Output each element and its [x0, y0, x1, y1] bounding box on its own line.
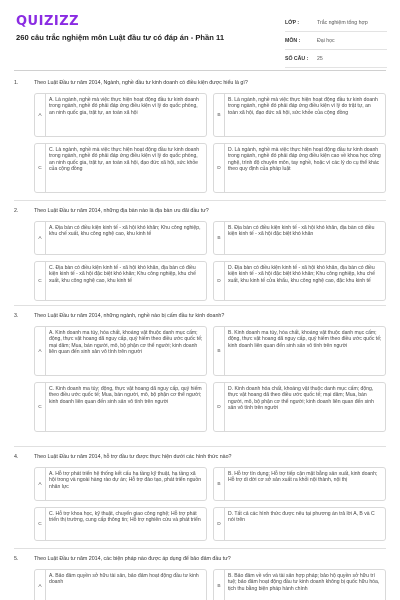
option-letter: B — [214, 94, 225, 136]
option-text: D. Tất cả các hình thức được nêu tại phương án trả lời A, B và C nói trên — [228, 511, 375, 524]
question-number: 4. — [14, 454, 19, 460]
header-divider — [14, 70, 386, 71]
option-text: B. Kinh doanh ma túy, hóa chất, khoáng vật thuộc danh mục cấm; động, thực vật hoang dã nguy cấp, quý hiếm theo điều ước quốc tế; kinh doanh liên quan đến sinh sản vô tính trên người — [228, 330, 382, 349]
option-a[interactable] — [34, 221, 207, 255]
meta-row-subject — [285, 32, 387, 50]
option-letter: A — [35, 222, 46, 254]
option-letter: C — [35, 262, 46, 300]
option-text: B. Bảo đảm về vốn và tài sản hợp pháp; bảo hộ quyền sở hữu trí tuệ; bảo đảm hoạt động đầu tư kinh doanh không bị quốc hữu hóa, tịch thu bằng biện pháp hành chính — [228, 573, 380, 592]
quizizz-logo: QUIZIZZ — [16, 14, 80, 29]
meta-value: 25 — [317, 55, 323, 62]
question-text: Theo Luật Đầu tư năm 2014, Ngành, nghề đầu tư kinh doanh có điều kiện được hiểu là gì? — [34, 80, 248, 86]
option-text: A. Bảo đảm quyền sở hữu tài sản, bảo đảm hoạt động đầu tư kinh doanh — [49, 573, 199, 586]
option-letter: B — [214, 327, 225, 375]
option-letter: A — [35, 570, 46, 600]
question-2 — [14, 208, 386, 301]
option-text: C. Là ngành, nghề mà việc thực hiện hoạt động đầu tư kinh doanh trong ngành, nghề đó phải đáp ứng điều kiện vì lý do quốc phòng, an ninh quốc gia, trật tự, an toàn xã hội, đạo đức xã hội, sức khỏe của cộng đồng — [49, 147, 200, 173]
option-d[interactable] — [213, 507, 386, 541]
question-number: 1. — [14, 80, 19, 86]
question-number: 2. — [14, 208, 19, 214]
option-letter: A — [35, 327, 46, 375]
option-text: A. Địa bàn có điều kiện kinh tế - xã hội khó khăn; Khu công nghiệp, khu chế xuất, khu công nghệ cao, khu kinh tế — [49, 225, 201, 238]
option-d[interactable] — [213, 143, 386, 193]
option-b[interactable] — [213, 467, 386, 501]
option-letter: B — [214, 468, 225, 500]
option-letter: B — [214, 222, 225, 254]
option-letter: C — [35, 508, 46, 540]
option-text: A. Là ngành, nghề mà việc thực hiện hoạt động đầu tư kinh doanh trong ngành, nghề đó phải đáp ứng điều kiện vì lý do quốc phòng, an ninh quốc gia, trật tự, an toàn xã hội — [49, 97, 199, 116]
option-c[interactable] — [34, 261, 207, 301]
option-text: C. Kinh doanh ma túy; động, thực vật hoang dã nguy cấp, quý hiếm theo điều ước quốc tế; Mua, bán người, mô, bộ phận cơ thể người; kinh doanh liên quan đến sinh sản vô tính trên người — [49, 386, 202, 405]
meta-panel — [285, 14, 387, 68]
meta-row-count — [285, 50, 387, 68]
option-b[interactable] — [213, 569, 386, 600]
option-text: B. Địa bàn có điều kiện kinh tế - xã hội khó khăn, địa bàn có điều kiện kinh tế - xã hội đặc biệt khó khăn — [228, 225, 375, 238]
question-separator — [14, 200, 386, 201]
question-text: Theo Luật Đầu tư năm 2014, những địa bàn nào là địa bàn ưu đãi đầu tư? — [34, 208, 209, 214]
option-letter: A — [35, 94, 46, 136]
option-text: B. Hỗ trợ tín dụng; Hỗ trợ tiếp cận mặt bằng sản xuất, kinh doanh; Hỗ trợ di dời cơ sở sản xuất ra khỏi nội thành, nội thị — [228, 471, 378, 484]
option-a[interactable] — [34, 93, 207, 137]
option-letter: D — [214, 262, 225, 300]
question-text: Theo Luật Đầu tư năm 2014, các biện pháp nào được áp dụng để bảo đảm đầu tư? — [34, 556, 231, 562]
question-text: Theo Luật Đầu tư năm 2014, những ngành, nghề nào bị cấm đầu tư kinh doanh? — [34, 313, 225, 319]
option-text: D. Là ngành, nghề mà việc thực hiện hoạt động đầu tư kinh doanh trong ngành, nghề đó phải đáp ứng điều kiện cao về khoa học công nghệ, trình độ chuyên môn, tay nghề, hoặc vì các lý do cụ thể khác theo quy định của pháp luật — [228, 147, 381, 173]
option-c[interactable] — [34, 143, 207, 193]
option-text: C. Địa bàn có điều kiện kinh tế - xã hội khó khăn, địa bàn có điều kiện kinh tế - xã hội đặc biệt khó khăn; Khu công nghiệp, khu chế xuất, khu công nghệ cao, khu kinh tế — [49, 265, 196, 284]
option-text: C. Hỗ trợ khoa học, kỹ thuật, chuyển giao công nghệ; Hỗ trợ phát triển thị trường, cung cấp thông tin; Hỗ trợ nghiên cứu và phát triển — [49, 511, 201, 524]
question-separator — [14, 446, 386, 447]
option-text: A. Kinh doanh ma túy, hóa chất, khoáng vật thuộc danh mục cấm; động, thực vật hoang dã nguy cấp, quý hiếm theo điều ước quốc tế; mại dâm; Mua, bán người, mô, bộ phận cơ thể người; kinh doanh liên quan đến sinh sản vô tính trên người — [49, 330, 203, 356]
meta-label: SỐ CÂU : — [285, 55, 309, 62]
option-c[interactable] — [34, 382, 207, 432]
question-4 — [14, 454, 386, 541]
option-text: D. Kinh doanh hóa chất, khoáng vật thuộc danh mục cấm; động, thực vật hoang dã theo điều ước quốc tế; mại dâm; Mua, bán người, mô, bộ phận cơ thể người; kinh doanh liên quan đến sinh sản vô tính trên người — [228, 386, 374, 412]
option-letter: C — [35, 144, 46, 192]
option-a[interactable] — [34, 467, 207, 501]
option-letter: D — [214, 144, 225, 192]
question-3 — [14, 313, 386, 432]
option-letter: D — [214, 508, 225, 540]
option-c[interactable] — [34, 507, 207, 541]
meta-label: LỚP : — [285, 19, 300, 26]
option-b[interactable] — [213, 221, 386, 255]
option-d[interactable] — [213, 261, 386, 301]
question-number: 3. — [14, 313, 19, 319]
option-d[interactable] — [213, 382, 386, 432]
option-letter: C — [35, 383, 46, 431]
option-a[interactable] — [34, 326, 207, 376]
question-separator — [14, 305, 386, 306]
option-text: A. Hỗ trợ phát triển hệ thống kết cấu hạ tầng kỹ thuật, hạ tầng xã hội trong và ngoài hàng rào dự án; Hỗ trợ đào tạo, phát triển nguồn nhân lực — [49, 471, 202, 490]
option-text: B. Là ngành, nghề mà việc thực hiện hoạt động đầu tư kinh doanh trong ngành, nghề đó phải đáp ứng điều kiện vì lý do trật tự, an toàn xã hội, đạo đức xã hội, sức khỏe của cộng đồng — [228, 97, 378, 116]
question-5 — [14, 556, 386, 600]
meta-value: Đại học — [317, 37, 335, 44]
option-text: D. Địa bàn có điều kiện kinh tế - xã hội khó khăn, địa bàn có điều kiện kinh tế - xã hội đặc biệt khó khăn; Khu công nghiệp, khu chế xuất, khu kinh tế cửa khẩu, khu công nghệ cao, đặc khu kinh tế — [228, 265, 375, 284]
question-text: Theo Luật Đầu tư năm 2014, hỗ trợ đầu tư được thực hiện dưới các hình thức nào? — [34, 454, 232, 460]
option-a[interactable] — [34, 569, 207, 600]
question-separator — [14, 548, 386, 549]
question-1 — [14, 80, 386, 193]
option-b[interactable] — [213, 93, 386, 137]
question-number: 5. — [14, 556, 19, 562]
option-letter: B — [214, 570, 225, 600]
option-b[interactable] — [213, 326, 386, 376]
meta-value: Trắc nghiệm tổng hợp — [317, 19, 368, 26]
meta-label: MÔN : — [285, 37, 301, 44]
page-title: 260 câu trắc nghiệm môn Luật đầu tư có đáp án - Phần 11 — [16, 33, 225, 42]
meta-row-class — [285, 14, 387, 32]
option-letter: A — [35, 468, 46, 500]
option-letter: D — [214, 383, 225, 431]
